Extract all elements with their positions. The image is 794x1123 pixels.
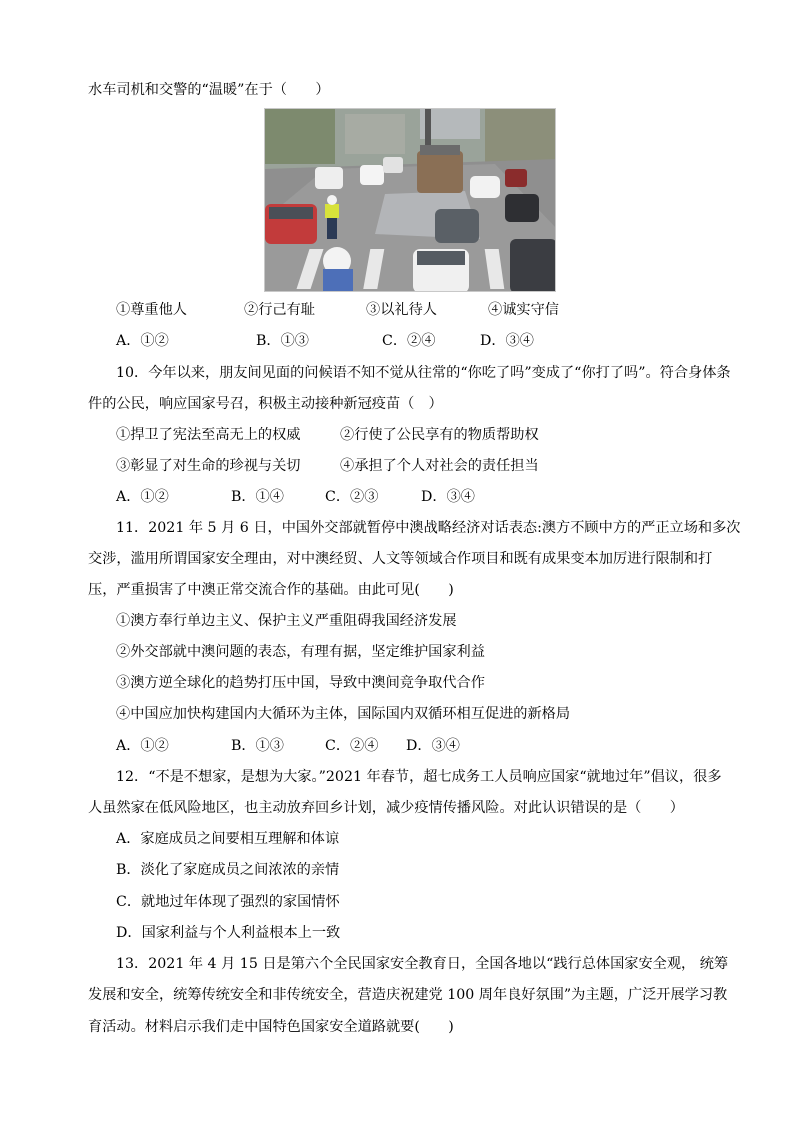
q9-choice-c[interactable]: C．②④	[382, 333, 436, 349]
q12-stem-line1: 12．“不是不想家，是想为大家。”2021 年春节，超七成务工人员响应国家“就地过年”倡议，很多	[116, 769, 722, 785]
q10-choice-d[interactable]: D．③④	[421, 489, 475, 505]
q10-choice-a[interactable]: A．①②	[116, 489, 169, 505]
q11-choice-c[interactable]: C．②④	[325, 738, 379, 754]
q10-item-3: ③彰显了对生命的珍视与关切	[116, 458, 301, 474]
q11-choice-d[interactable]: D．③④	[406, 738, 460, 754]
q9-choice-d[interactable]: D．③④	[480, 333, 534, 349]
q11-choice-a[interactable]: A．①②	[116, 738, 169, 754]
q10-item-2: ②行使了公民享有的物质帮助权	[340, 427, 539, 443]
q10-choice-b[interactable]: B．①④	[231, 489, 284, 505]
q9-stem: 水车司机和交警的“温暖”在于（ ）	[88, 82, 330, 98]
q10-item-1: ①捍卫了宪法至高无上的权威	[116, 427, 301, 443]
q11-item-3: ③澳方逆全球化的趋势打压中国，导致中澳间竞争取代合作	[116, 675, 485, 691]
q9-item-2: ②行己有耻	[244, 302, 315, 318]
q12-choice-a[interactable]: A．家庭成员之间要相互理解和体谅	[116, 831, 340, 847]
q9-item-4: ④诚实守信	[488, 302, 559, 318]
q13-stem-line1: 13．2021 年 4 月 15 日是第六个全民国家安全教育日，全国各地以“践行总体国家安全观， 统筹	[116, 956, 729, 972]
traffic-photo	[264, 108, 556, 292]
q13-stem-line3: 育活动。材料启示我们走中国特色国家安全道路就要( )	[88, 1019, 454, 1035]
q12-choice-c[interactable]: C．就地过年体现了强烈的家国情怀	[116, 894, 340, 910]
q12-choice-d[interactable]: D．国家利益与个人利益根本上一致	[116, 925, 341, 941]
q10-stem-line1: 10．今年以来，朋友间见面的问候语不知不觉从往常的“你吃了吗”变成了“你打了吗”。符合身体条	[116, 365, 731, 381]
q10-choice-c[interactable]: C．②③	[325, 489, 379, 505]
q9-item-1: ①尊重他人	[116, 302, 187, 318]
q11-item-2: ②外交部就中澳问题的表态，有理有据，坚定维护国家利益	[116, 644, 485, 660]
q9-item-3: ③以礼待人	[366, 302, 437, 318]
q11-item-1: ①澳方奉行单边主义、保护主义严重阻碍我国经济发展	[116, 613, 457, 629]
q11-stem-line3: 压，严重损害了中澳正常交流合作的基础。由此可见( )	[88, 582, 454, 598]
q11-choice-b[interactable]: B．①③	[231, 738, 284, 754]
q12-stem-line2: 人虽然家在低风险地区，也主动放弃回乡计划，减少疫情传播风险。对此认识错误的是（ ）	[88, 800, 684, 816]
q9-choice-a[interactable]: A．①②	[116, 333, 169, 349]
q11-item-4: ④中国应加快构建国内大循环为主体，国际国内双循环相互促进的新格局	[116, 706, 571, 722]
q12-choice-b[interactable]: B．淡化了家庭成员之间浓浓的亲情	[116, 862, 340, 878]
q10-stem-line2: 件的公民，响应国家号召，积极主动接种新冠疫苗（ ）	[88, 396, 443, 412]
q11-stem-line2: 交涉，滥用所谓国家安全理由，对中澳经贸、人文等领域合作项目和既有成果变本加厉进行限制和打	[88, 551, 713, 567]
q11-stem-line1: 11．2021 年 5 月 6 日，中国外交部就暂停中澳战略经济对话表态:澳方不顾中方的严正立场和多次	[116, 520, 741, 536]
q9-choice-b[interactable]: B．①③	[256, 333, 309, 349]
q13-stem-line2: 发展和安全，统筹传统安全和非传统安全，营造庆祝建党 100 周年良好氛围”为主题，广泛开展学习教	[88, 987, 728, 1003]
q10-item-4: ④承担了个人对社会的责任担当	[340, 458, 539, 474]
